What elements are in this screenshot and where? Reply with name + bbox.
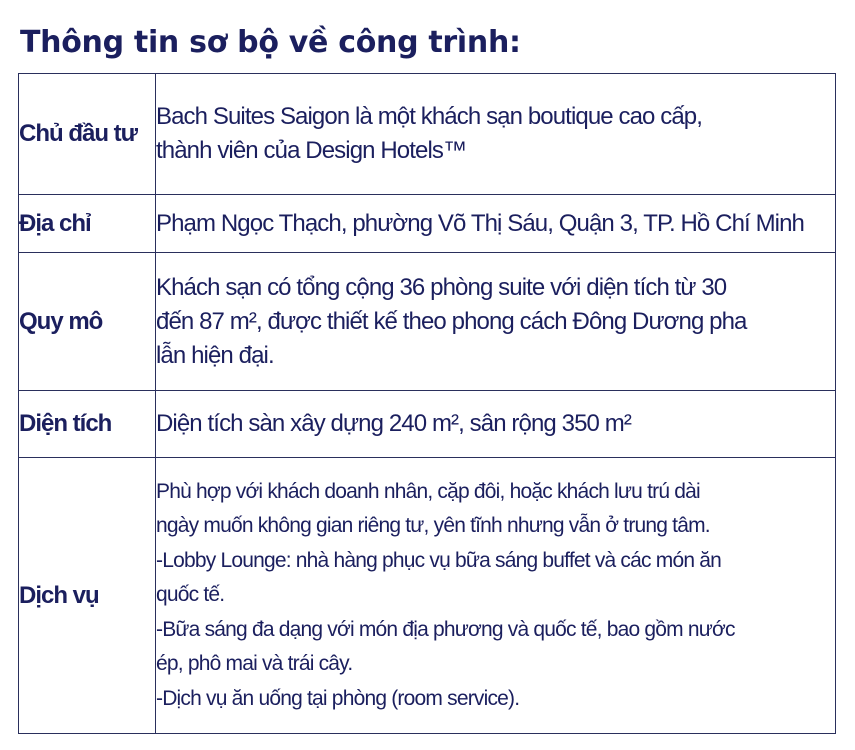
row-value xyxy=(156,253,836,391)
value-line: thành viên của Design Hotels™ xyxy=(156,137,467,164)
value-line: ngày muốn không gian riêng tư, yên tĩnh nhưng vẫn ở trung tâm. xyxy=(156,514,710,538)
value-line: Phù hợp với khách doanh nhân, cặp đôi, hoặc khách lưu trú dài xyxy=(156,479,700,503)
page-title: Thông tin sơ bộ về công trình: xyxy=(20,25,521,60)
table-row-scale xyxy=(19,253,836,391)
row-label: Địa chỉ xyxy=(19,195,156,253)
value-line: quốc tế. xyxy=(156,583,225,607)
value-line: lẫn hiện đại. xyxy=(156,341,274,369)
row-label: Dịch vụ xyxy=(19,458,156,734)
table-row-area xyxy=(19,391,836,458)
value-line: ép, phô mai và trái cây. xyxy=(156,652,353,676)
table-row-investor xyxy=(19,74,836,195)
table-row-address xyxy=(19,195,836,253)
row-value xyxy=(156,458,836,734)
value-line: Bach Suites Saigon là một khách sạn boutique cao cấp, xyxy=(156,103,703,130)
row-value xyxy=(156,74,836,195)
value-line: -Lobby Lounge: nhà hàng phục vụ bữa sáng buffet và các món ăn xyxy=(156,548,721,572)
row-label: Quy mô xyxy=(19,253,156,391)
row-label: Chủ đầu tư xyxy=(19,74,156,195)
value-line: Phạm Ngọc Thạch, phường Võ Thị Sáu, Quận 3, TP. Hồ Chí Minh xyxy=(156,209,804,237)
value-line: Khách sạn có tổng cộng 36 phòng suite với diện tích từ 30 xyxy=(156,273,727,301)
row-value xyxy=(156,391,836,458)
value-line: Diện tích sàn xây dựng 240 m², sân rộng 350 m² xyxy=(156,410,631,437)
row-value xyxy=(156,195,836,253)
value-line: đến 87 m², được thiết kế theo phong cách Đông Dương pha xyxy=(156,307,747,335)
row-label: Diện tích xyxy=(19,391,156,458)
project-info-table xyxy=(18,73,836,734)
value-line: -Bữa sáng đa dạng với món địa phương và quốc tế, bao gồm nước xyxy=(156,617,735,641)
value-line: -Dịch vụ ăn uống tại phòng (room service). xyxy=(156,686,520,710)
table-row-services xyxy=(19,458,836,734)
